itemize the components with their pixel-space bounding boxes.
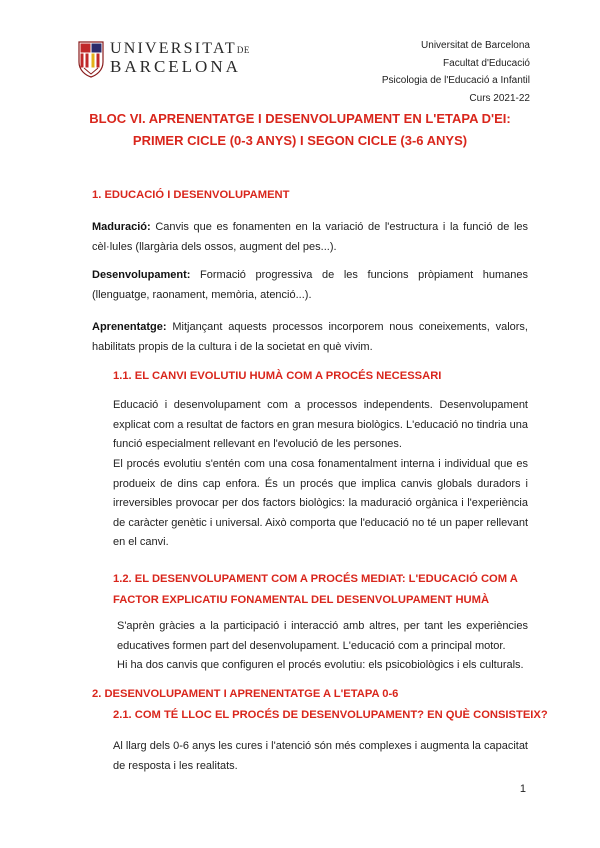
section-1-heading: 1. EDUCACIÓ I DESENVOLUPAMENT xyxy=(92,189,290,201)
logo-wordmark-line1: UNIVERSITATDE xyxy=(110,40,250,57)
section-2-heading: 2. DESENVOLUPAMENT I APRENENTATGE A L'ETAPA 0-6 xyxy=(92,688,399,700)
definition-maduracio xyxy=(92,218,528,257)
subsection-1-1-heading: 1.1. EL CANVI EVOLUTIU HUMÀ COM A PROCÉS NECESSARI xyxy=(113,370,442,382)
title-line-1: BLOC VI. APRENENTATGE I DESENVOLUPAMENT EN L'ETAPA D'EI: xyxy=(89,111,511,126)
term-maduracio: Maduració: xyxy=(92,221,151,233)
subject-name: Psicologia de l'Educació a Infantil xyxy=(381,75,530,86)
heading-line-2: FACTOR EXPLICATIU FONAMENTAL DEL DESENVOLUPAMENT HUMÀ xyxy=(113,594,490,606)
subsection-2-1-heading: 2.1. COM TÉ LLOC EL PROCÉS DE DESENVOLUPAMENT? EN QUÈ CONSISTEIX? xyxy=(113,709,548,721)
definition-text: Formació progressiva de les funcions pròpiament humanes (llenguatge, raonament, memòria, atenció...). xyxy=(92,269,528,301)
faculty-name: Facultat d'Educació xyxy=(443,57,530,69)
definition-aprenentatge xyxy=(92,318,528,357)
definition-text: Mitjançant aquests processos incorporem nous coneixements, valors, habilitats propis de la cultura i de la societat en què vivim. xyxy=(92,321,528,353)
institution-name: Universitat de Barcelona xyxy=(421,40,530,51)
definition-text: Canvis que es fonamenten en la variació de l'estructura i la funció de les cèl·lules (llargària dels ossos, augment del pes...). xyxy=(92,221,529,253)
title-line-2: PRIMER CICLE (0-3 ANYS) I SEGON CICLE (3-6 ANYS) xyxy=(132,133,468,148)
subsection-2-1-paragraph-1: Al llarg dels 0-6 anys les cures i l'atenció són més complexes i augmenta la capacitat de resposta i les realitats. xyxy=(113,740,528,772)
term-desenvolupament: Desenvolupament: xyxy=(92,269,191,281)
subsection-1-2-paragraph-2: Hi ha dos canvis que configuren el procés evolutiu: els psicobiològics i els culturals. xyxy=(117,659,524,671)
heading-line-1: 1.2. EL DESENVOLUPAMENT COM A PROCÉS MEDIAT: L'EDUCACIÓ COM A xyxy=(113,573,518,585)
subsection-1-1-paragraph-1: Educació i desenvolupament com a processos independents. Desenvolupament explicat com a resultat de factors en gran mesura biològics. L'educació no tindria una funció especialment rellevant en l'evolució de les persones. xyxy=(113,399,528,450)
subsection-1-2-paragraph-1: S'aprèn gràcies a la participació i interacció amb altres, per tant les experiències educatives formen part del desenvolupament. L'educació com a principal motor. xyxy=(117,620,528,652)
term-aprenentatge: Aprenentatge: xyxy=(92,321,167,333)
document-header-info xyxy=(382,37,530,107)
subsection-1-1-paragraph-2: El procés evolutiu s'entén com una cosa fonamentalment interna i individual que es produeix de dins cap enfora. És un procés que implica canvis globals duradors i irreversibles provocar per dos factors biològics: la maduració orgànica i l'experiència de caràcter genètic i universal. Això comporta que l'educació no té un paper rellevant en el canvi. xyxy=(113,458,528,548)
subsection-1-2-heading xyxy=(113,569,518,611)
document-title xyxy=(60,108,540,152)
university-seal-icon xyxy=(76,38,106,78)
page-number: 1 xyxy=(519,783,526,795)
logo-wordmark-line2: BARCELONA xyxy=(110,57,241,76)
course-year: Curs 2021-22 xyxy=(469,92,530,104)
definition-desenvolupament xyxy=(92,266,528,305)
